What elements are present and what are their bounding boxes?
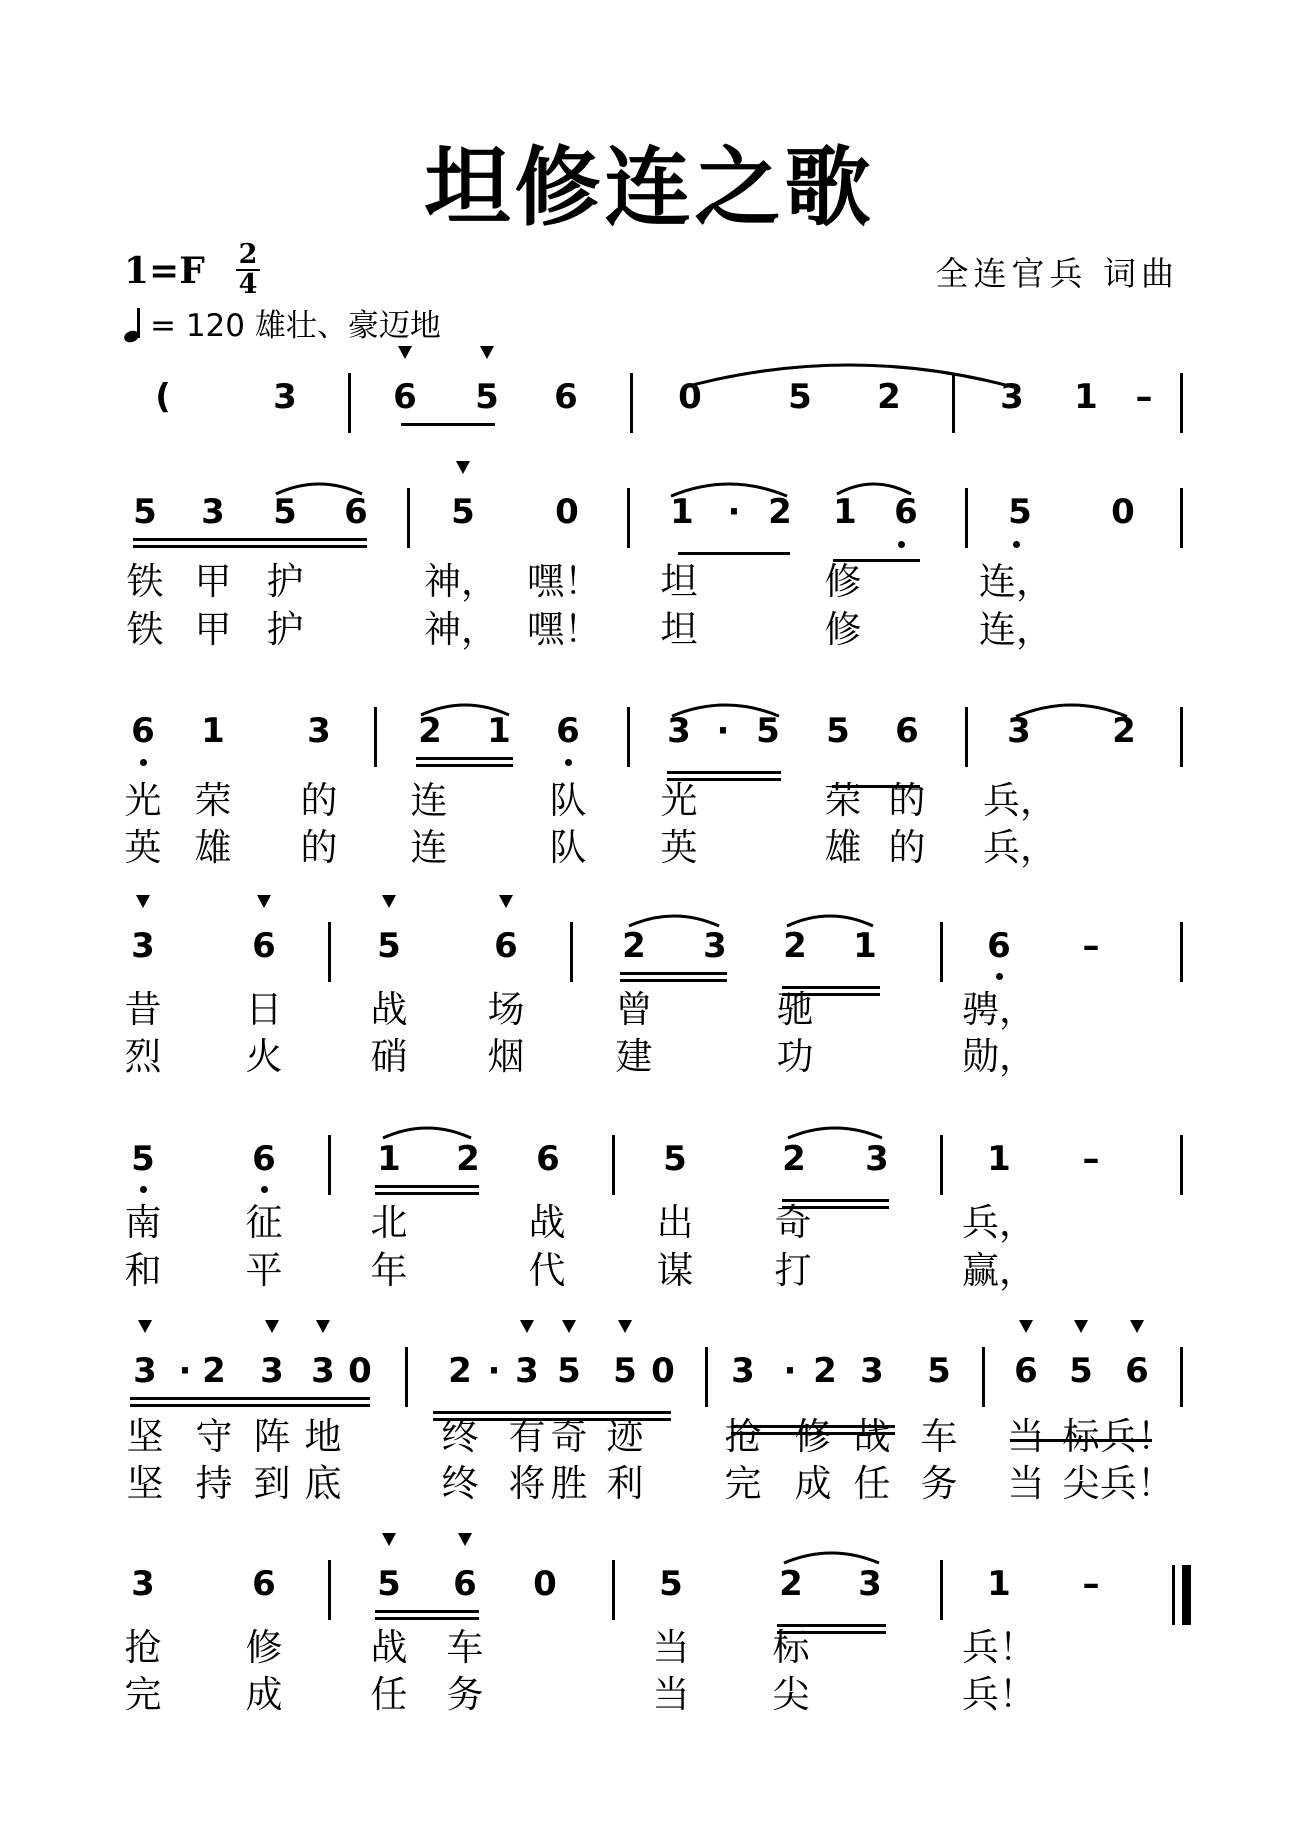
note: 5 (451, 492, 475, 532)
note: 2 (418, 711, 442, 751)
note: 0 (348, 1351, 372, 1391)
lyric-verse-1: 北 (370, 1201, 408, 1244)
lyric-verse-2: 当 (1007, 1462, 1045, 1505)
lyric-verse-1: 日 (245, 988, 283, 1031)
lyric-verse-2: 甲 (194, 608, 232, 651)
lyric-verse-1: 光 (660, 779, 698, 822)
lyric-verse-2: 完 (124, 1673, 162, 1716)
slur-tie (836, 480, 912, 510)
accent-mark (1074, 1320, 1088, 1333)
rhythm-underline (375, 1185, 479, 1188)
note: 3 (858, 1564, 882, 1604)
barline (982, 1347, 985, 1407)
lyric-verse-1: 驰 (776, 988, 814, 1031)
lyric-verse-1: 荣 (194, 779, 232, 822)
note: 2 (779, 1564, 803, 1604)
lyric-verse-1: 终 (441, 1415, 479, 1458)
lyric-verse-2: 尖 (772, 1673, 810, 1716)
lyric-verse-2: 成 (245, 1673, 283, 1716)
accent-mark (618, 1320, 632, 1333)
note: 1 (833, 492, 857, 532)
lyric-verse-1: 神， (424, 560, 498, 603)
note: 1 (201, 711, 225, 751)
lyric-verse-2: 的 (300, 826, 338, 869)
slur-tie (670, 480, 788, 510)
note: 5 (613, 1351, 637, 1391)
lyric-verse-1: 嘿！ (527, 560, 601, 603)
lyric-verse-1: 光 (124, 779, 162, 822)
note: 5 (663, 1139, 687, 1179)
lyric-verse-1: 的 (888, 779, 926, 822)
note: 5 (475, 377, 499, 417)
barline (328, 1135, 331, 1195)
note: 1 (487, 711, 511, 751)
lyric-verse-1: 奇 (774, 1201, 812, 1244)
lyric-verse-2: 雄 (194, 826, 232, 869)
note: 2 (813, 1351, 837, 1391)
note: – (1082, 926, 1100, 966)
lyric-verse-2: 兵！ (962, 1673, 1036, 1716)
note: 6 (453, 1564, 477, 1604)
rhythm-underline (416, 757, 513, 760)
lyric-verse-1: 出 (656, 1201, 694, 1244)
slur-tie (786, 912, 874, 942)
lyric-verse-2: 铁 (126, 608, 164, 651)
lyric-verse-2: 神， (424, 608, 498, 651)
note: ( (155, 377, 171, 417)
lyric-verse-2: 持 (195, 1462, 233, 1505)
note: 5 (557, 1351, 581, 1391)
lyric-verse-2: 任 (370, 1673, 408, 1716)
lyric-verse-2: 兵， (983, 826, 1057, 869)
accent-mark (562, 1320, 576, 1333)
lyric-verse-1: 骋， (962, 988, 1036, 1031)
lyric-verse-2: 谋 (656, 1249, 694, 1292)
rhythm-underline (375, 1610, 479, 1613)
lyric-verse-2: 底 (304, 1462, 342, 1505)
final-barline-thin (1172, 1565, 1175, 1625)
lyric-verse-2: 年 (370, 1249, 408, 1292)
barline (612, 1135, 615, 1195)
note: 5 (377, 1564, 401, 1604)
barline (570, 922, 573, 982)
lyric-verse-1: 标 (1062, 1415, 1100, 1458)
note: 3 (1007, 711, 1031, 751)
note: 6 (494, 926, 518, 966)
note: 5 (131, 1139, 155, 1179)
barline (328, 1560, 331, 1620)
time-signature-top: 2 (238, 239, 258, 270)
note: 6 (894, 492, 918, 532)
octave-dot (565, 759, 572, 766)
barline (627, 707, 630, 767)
lyric-verse-2: 的 (888, 826, 926, 869)
note: 6 (252, 926, 276, 966)
lyric-verse-1: 兵！ (1100, 1415, 1174, 1458)
lyric-verse-2: 尖 (1062, 1462, 1100, 1505)
lyric-verse-2: 和 (124, 1249, 162, 1292)
barline (940, 922, 943, 982)
lyric-verse-2: 火 (245, 1035, 283, 1078)
lyric-verse-2: 建 (615, 1035, 653, 1078)
note: 2 (1112, 711, 1136, 751)
note: 0 (555, 492, 579, 532)
note: 2 (202, 1351, 226, 1391)
lyric-verse-2: 务 (446, 1673, 484, 1716)
lyric-verse-1: 场 (487, 988, 525, 1031)
note: 1 (1074, 377, 1098, 417)
note: 6 (1125, 1351, 1149, 1391)
note: 6 (344, 492, 368, 532)
note: 6 (536, 1139, 560, 1179)
lyric-verse-2: 任 (853, 1462, 891, 1505)
lyric-verse-1: 当 (652, 1626, 690, 1669)
note: · (727, 492, 741, 532)
lyric-verse-2: 将 (508, 1462, 546, 1505)
note: · (487, 1351, 501, 1391)
barline (328, 922, 331, 982)
slur-tie (628, 912, 720, 942)
lyric-verse-2: 兵！ (1100, 1462, 1174, 1505)
lyric-verse-1: 地 (304, 1415, 342, 1458)
lyric-verse-2: 完 (724, 1462, 762, 1505)
note: 0 (678, 377, 702, 417)
lyric-verse-2: 护 (266, 608, 304, 651)
lyric-verse-2: 务 (920, 1462, 958, 1505)
note: 2 (448, 1351, 472, 1391)
barline (1180, 1135, 1183, 1195)
slur-tie (684, 361, 1014, 391)
lyric-verse-1: 抢 (124, 1626, 162, 1669)
note: 2 (622, 926, 646, 966)
lyric-verse-2: 利 (606, 1462, 644, 1505)
lyric-verse-1: 的 (300, 779, 338, 822)
lyric-verse-1: 战 (370, 1626, 408, 1669)
accent-mark (398, 346, 412, 359)
barline (348, 373, 351, 433)
octave-dot (140, 759, 147, 766)
barline (965, 707, 968, 767)
lyric-verse-1: 坚 (126, 1415, 164, 1458)
note: 5 (927, 1351, 951, 1391)
rhythm-underline (133, 545, 367, 548)
lyric-verse-2: 当 (652, 1673, 690, 1716)
accent-mark (138, 1320, 152, 1333)
note: 3 (1000, 377, 1024, 417)
lyric-verse-1: 修 (824, 560, 862, 603)
note: 5 (756, 711, 780, 751)
lyric-verse-2: 终 (441, 1462, 479, 1505)
note: 3 (311, 1351, 335, 1391)
accent-mark (265, 1320, 279, 1333)
note: 3 (865, 1139, 889, 1179)
slur-tie (783, 1549, 880, 1579)
lyric-verse-2: 坚 (126, 1462, 164, 1505)
barline (612, 1560, 615, 1620)
note: 5 (659, 1564, 683, 1604)
note: 3 (515, 1351, 539, 1391)
barline (1180, 922, 1183, 982)
lyric-verse-2: 到 (253, 1462, 291, 1505)
accent-mark (1130, 1320, 1144, 1333)
slur-tie (382, 1124, 472, 1154)
barline (407, 488, 410, 548)
note: 5 (1069, 1351, 1093, 1391)
slur-tie (275, 480, 363, 510)
rhythm-underline (133, 538, 367, 541)
lyric-verse-2: 雄 (824, 826, 862, 869)
lyric-verse-1: 迹 (606, 1415, 644, 1458)
accent-mark (1019, 1320, 1033, 1333)
note: · (716, 711, 730, 751)
barline (630, 373, 633, 433)
lyric-verse-1: 守 (195, 1415, 233, 1458)
note: · (178, 1351, 192, 1391)
lyric-verse-2: 代 (528, 1249, 566, 1292)
composer-credit: 全连官兵 词曲 (935, 254, 1179, 293)
note: 6 (131, 711, 155, 751)
lyric-verse-1: 连， (979, 560, 1053, 603)
note: 5 (826, 711, 850, 751)
lyric-verse-2: 嘿！ (527, 608, 601, 651)
accent-mark (136, 895, 150, 908)
note: 5 (377, 926, 401, 966)
note: 3 (731, 1351, 755, 1391)
lyric-verse-2: 连， (979, 608, 1053, 651)
tempo-text: = 120 雄壮、豪迈地 (150, 308, 441, 344)
lyric-verse-1: 队 (549, 779, 587, 822)
lyric-verse-1: 甲 (194, 560, 232, 603)
barline (1180, 488, 1183, 548)
octave-dot (898, 541, 905, 548)
lyric-verse-1: 南 (124, 1201, 162, 1244)
note: – (1135, 377, 1153, 417)
rhythm-underline (620, 972, 727, 975)
note: 3 (260, 1351, 284, 1391)
note: 3 (131, 1564, 155, 1604)
lyric-verse-2: 修 (824, 608, 862, 651)
note: 1 (853, 926, 877, 966)
lyric-verse-2: 勋， (962, 1035, 1036, 1078)
octave-dot (1013, 541, 1020, 548)
note: 3 (133, 1351, 157, 1391)
lyric-verse-2: 胜 (550, 1462, 588, 1505)
note: 1 (987, 1139, 1011, 1179)
final-barline-thick (1182, 1565, 1191, 1625)
barline (965, 488, 968, 548)
accent-mark (257, 895, 271, 908)
note: – (1082, 1139, 1100, 1179)
lyric-verse-1: 战 (528, 1201, 566, 1244)
quarter-note-icon (122, 308, 144, 342)
barline (405, 1347, 408, 1407)
accent-mark (458, 1533, 472, 1546)
note: 3 (307, 711, 331, 751)
barline (627, 488, 630, 548)
accent-mark (456, 461, 470, 474)
note: 6 (987, 926, 1011, 966)
barline (705, 1347, 708, 1407)
lyric-verse-1: 奇 (550, 1415, 588, 1458)
note: 1 (987, 1564, 1011, 1604)
barline (1180, 1347, 1183, 1407)
note: 3 (703, 926, 727, 966)
lyric-verse-1: 铁 (126, 560, 164, 603)
lyric-verse-2: 硝 (370, 1035, 408, 1078)
lyric-verse-2: 队 (549, 826, 587, 869)
barline (940, 1135, 943, 1195)
note: 6 (556, 711, 580, 751)
lyric-verse-1: 征 (245, 1201, 283, 1244)
barline (1180, 373, 1183, 433)
lyric-verse-2: 英 (124, 826, 162, 869)
lyric-verse-1: 有 (508, 1415, 546, 1458)
lyric-verse-2: 烈 (124, 1035, 162, 1078)
note: 3 (273, 377, 297, 417)
lyric-verse-1: 昔 (124, 988, 162, 1031)
lyric-verse-1: 修 (794, 1415, 832, 1458)
note: 0 (533, 1564, 557, 1604)
note: 2 (783, 926, 807, 966)
accent-mark (520, 1320, 534, 1333)
lyric-verse-1: 当 (1007, 1415, 1045, 1458)
lyric-verse-1: 荣 (824, 779, 862, 822)
lyric-verse-1: 抢 (724, 1415, 762, 1458)
lyric-verse-2: 打 (774, 1249, 812, 1292)
note: 3 (667, 711, 691, 751)
key-signature: 1=F (124, 250, 205, 292)
time-signature (236, 239, 260, 300)
lyric-verse-2: 连 (410, 826, 448, 869)
slur-tie (1015, 701, 1128, 731)
accent-mark (499, 895, 513, 908)
tempo-marking (122, 300, 441, 345)
note: 0 (1111, 492, 1135, 532)
slur-tie (787, 1124, 883, 1154)
barline (940, 1560, 943, 1620)
rhythm-underline (130, 1397, 370, 1400)
accent-mark (480, 346, 494, 359)
song-title: 坦修连之歌 (424, 138, 875, 238)
lyric-verse-1: 连 (410, 779, 448, 822)
note: 6 (895, 711, 919, 751)
barline (1180, 707, 1183, 767)
lyric-verse-1: 兵， (983, 779, 1057, 822)
note: · (783, 1351, 797, 1391)
note: 2 (768, 492, 792, 532)
accent-mark (382, 1533, 396, 1546)
note: 3 (201, 492, 225, 532)
note: 1 (670, 492, 694, 532)
lyric-verse-2: 功 (776, 1035, 814, 1078)
note: – (1082, 1564, 1100, 1604)
note: 6 (554, 377, 578, 417)
note: 5 (273, 492, 297, 532)
barline (374, 707, 377, 767)
accent-mark (316, 1320, 330, 1333)
note: 3 (860, 1351, 884, 1391)
lyric-verse-1: 战 (370, 988, 408, 1031)
lyric-verse-1: 曾 (615, 988, 653, 1031)
rhythm-underline (401, 423, 495, 426)
lyric-verse-2: 赢， (962, 1249, 1036, 1292)
note: 5 (788, 377, 812, 417)
note: 3 (131, 926, 155, 966)
lyric-verse-1: 护 (266, 560, 304, 603)
note: 2 (456, 1139, 480, 1179)
time-signature-bottom: 4 (238, 269, 258, 300)
note: 6 (393, 377, 417, 417)
lyric-verse-1: 车 (920, 1415, 958, 1458)
note: 2 (877, 377, 901, 417)
slur-tie (671, 701, 780, 731)
note: 6 (252, 1564, 276, 1604)
lyric-verse-1: 车 (446, 1626, 484, 1669)
lyric-verse-1: 标 (772, 1626, 810, 1669)
note: 6 (252, 1139, 276, 1179)
lyric-verse-1: 坦 (660, 560, 698, 603)
rhythm-underline (416, 764, 513, 767)
note: 2 (782, 1139, 806, 1179)
slur-tie (420, 701, 510, 731)
lyric-verse-1: 战 (853, 1415, 891, 1458)
lyric-verse-2: 英 (660, 826, 698, 869)
lyric-verse-1: 兵！ (962, 1626, 1036, 1669)
lyric-verse-2: 坦 (660, 608, 698, 651)
lyric-verse-1: 阵 (253, 1415, 291, 1458)
note: 6 (1014, 1351, 1038, 1391)
lyric-verse-2: 烟 (487, 1035, 525, 1078)
lyric-verse-2: 成 (794, 1462, 832, 1505)
note: 1 (377, 1139, 401, 1179)
lyric-verse-1: 修 (245, 1626, 283, 1669)
note: 5 (1008, 492, 1032, 532)
lyric-verse-1: 兵， (962, 1201, 1036, 1244)
lyric-verse-2: 平 (245, 1249, 283, 1292)
note: 5 (133, 492, 157, 532)
note: 0 (651, 1351, 675, 1391)
accent-mark (382, 895, 396, 908)
